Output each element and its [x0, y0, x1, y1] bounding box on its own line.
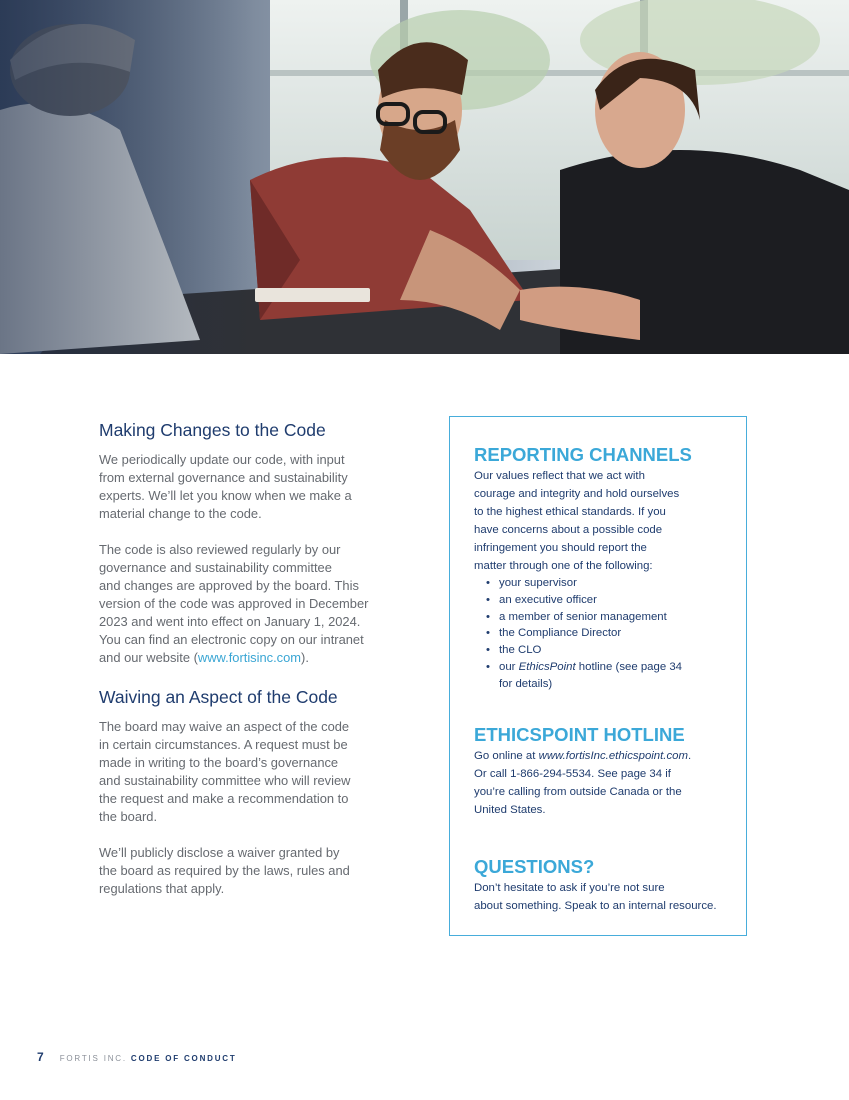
hotline-item-suffix: hotline (see page 34 for details): [499, 660, 683, 690]
footer-brand: FORTIS INC.: [59, 1054, 127, 1063]
list-item: • an executive officer: [486, 592, 728, 609]
hotline-item-name: EthicsPoint: [518, 660, 576, 673]
website-link[interactable]: www.fortisinc.com: [197, 650, 302, 665]
page-number: 7: [37, 1050, 44, 1064]
reporting-channels-heading: REPORTING CHANNELS: [474, 444, 692, 465]
making-changes-paragraph-2-text: The code is also reviewed regularly by our governance and sustainability committee and changes are approved by the board. This version of the code was approved in December 2023 and went into effect on January 1, 2024. You can find an electronic copy on our intranet and our website (: [99, 542, 369, 665]
questions-heading: QUESTIONS?: [474, 855, 595, 877]
hotline-item-prefix: our: [499, 660, 519, 673]
ethicspoint-hotline-heading: ETHICSPOINT HOTLINE: [474, 723, 685, 745]
hotline-rest: . Or call 1-866-294-5534. See page 34 if you’re calling from outside Canada or the United States.: [474, 749, 692, 816]
ethicspoint-hotline-text: [474, 747, 728, 819]
left-column: [99, 418, 399, 898]
waiving-paragraph-2: We’ll publicly disclose a waiver granted by the board as required by the laws, rules and regulations that apply.: [99, 845, 350, 896]
hero-photo: [0, 0, 849, 354]
list-item: • the CLO: [486, 642, 728, 659]
list-item: • a member of senior management: [486, 609, 728, 626]
section-title-making-changes: Making Changes to the Code: [99, 420, 326, 440]
list-item-hotline: [486, 659, 728, 693]
footer-doc-title: CODE OF CONDUCT: [130, 1054, 237, 1063]
questions-text: Don’t hesitate to ask if you’re not sure about something. Speak to an internal resource.: [474, 881, 717, 912]
section-title-waiving: Waiving an Aspect of the Code: [99, 687, 338, 707]
reporting-info-card: [449, 416, 747, 936]
hotline-prefix: Go online at: [474, 749, 539, 762]
reporting-channels-intro: Our values reflect that we act with courage and integrity and hold ourselves to the highest ethical standards. If you have concerns about a possible code infringement you should report the matter through one of the following:: [474, 470, 680, 572]
page-footer: [37, 1050, 237, 1064]
reporting-channels-list: [474, 575, 728, 693]
list-item: • your supervisor: [486, 575, 728, 592]
hero-photo-illustration: [0, 0, 849, 354]
making-changes-paragraph-1: We periodically update our code, with input from external governance and sustainability experts. We’ll let you know when we make a material change to the code.: [99, 452, 352, 521]
list-item: • the Compliance Director: [486, 625, 728, 642]
hotline-url[interactable]: www.fortisInc.ethicspoint.com: [538, 749, 688, 762]
making-changes-paragraph-2-end: ).: [301, 650, 309, 665]
waiving-paragraph-1: The board may waive an aspect of the code in certain circumstances. A request must be made in writing to the board’s governance and sustainability committee who will review the request and make a recommendation to the board.: [99, 719, 351, 824]
making-changes-paragraph-2: [99, 541, 399, 667]
